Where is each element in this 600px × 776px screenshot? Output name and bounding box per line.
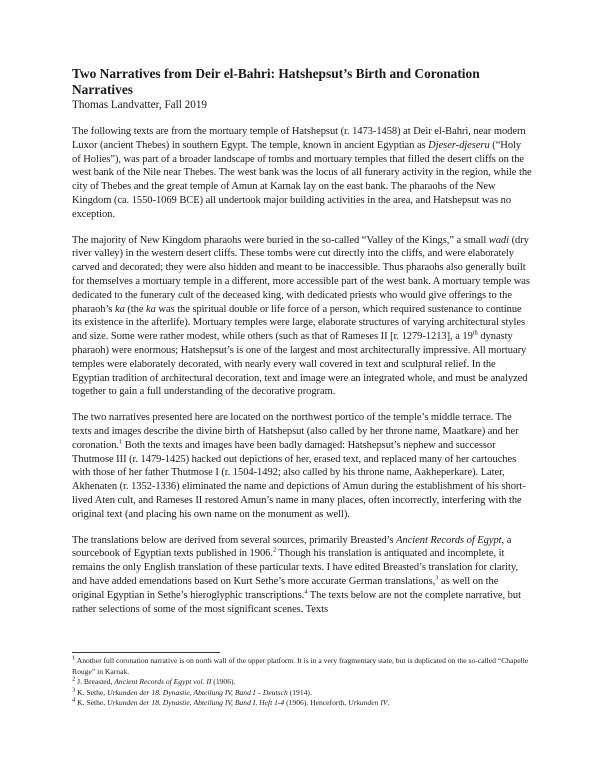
footnote-number: 4 xyxy=(72,696,76,704)
citation-title: Urkunden der 18. Dynastie, Abteilung IV, Band I, Heft 1-4 xyxy=(107,698,285,708)
author-line: Thomas Landvatter, Fall 2019 xyxy=(72,99,208,111)
footnote-ref[interactable]: 4 xyxy=(304,588,308,596)
text-run: The two narratives presented here are located on the northwest portico of the temple’s middle terrace. The texts and images describe the divine birth of Hatshepsut (also called by her throne name, Maatkare) and her coronation. xyxy=(72,412,519,451)
footnote-text: (1906). xyxy=(211,677,236,687)
text-run: The majority of New Kingdom pharaohs were buried in the so-called “Valley of the Kings,” a small xyxy=(72,234,489,246)
footnotes xyxy=(72,656,532,709)
citation-title: Urkunden IV xyxy=(348,698,388,708)
footnote-text: J. Breasted, xyxy=(75,677,115,687)
paragraph-translations xyxy=(72,534,532,617)
paragraph-narratives xyxy=(72,411,532,521)
paragraph-intro xyxy=(72,125,532,222)
footnote-ref[interactable]: 3 xyxy=(435,574,439,582)
footnote-number: 2 xyxy=(72,675,76,683)
citation-title: Urkunden der 18. Dynastie, Abteilung IV, Band I – Deutsch xyxy=(107,687,288,697)
italic-term: ka xyxy=(146,303,156,315)
italic-term: ka xyxy=(114,303,125,315)
footnote-text: Another full coronation narrative is on north wall of the upper platform. It is in a very fragmentary state, but is duplicated on the so-called “Chapelle Rouge” in Karnak. xyxy=(72,656,529,676)
text-run: , a sourcebook of Egyptian texts published in 1906. xyxy=(72,534,512,560)
footnote-ref[interactable]: 2 xyxy=(272,546,277,554)
footnote-4 xyxy=(72,698,532,709)
italic-term: wadi xyxy=(488,234,510,246)
text-run: Though his translation is antiquated and incomplete, it remains the only English translation of these particular texts. I have edited Breasted’s translation for clarity, and have added emendations based on Kurt Sethe’s more accurate German translations, xyxy=(72,548,518,587)
text-run: The texts below are not the complete narrative, but rather selections of some of the most significant scenes. Texts xyxy=(72,589,521,615)
footnote-text: . xyxy=(387,698,390,708)
text-run: dynasty pharaoh) were enormous; Hatshepsut’s is one of the largest and most architecturally impressive. All mortuary temples were elaborately decorated, with nearly every wall covered in text and sculptural relief. In the Egyptian tradition of architectural decoration, text and image were an integrated whole, and must be analyzed together to gain a full understanding of the decorative program. xyxy=(72,331,528,398)
italic-term: Ancient Records of Egypt xyxy=(396,534,502,546)
footnote-number: 1 xyxy=(72,654,76,662)
text-run: (the xyxy=(124,303,147,315)
document-title: Two Narratives from Deir el-Bahri: Hatshepsut’s Birth and Coronation Narratives xyxy=(72,66,480,97)
document-page xyxy=(72,66,532,616)
footnote-ref[interactable]: 1 xyxy=(118,438,123,446)
text-run: The translations below are derived from several sources, primarily Breasted’s xyxy=(72,534,397,546)
footnote-1 xyxy=(72,656,532,677)
text-run: Both the texts and images have been badly damaged: Hatshepsut’s nephew and successor Thutmose III (r. 1479-1425) hacked out depictions of her, erased text, and replaced many of her cartouches with those of her father Thutmose I (r. 1504-1492; also called by his throne name, Aakheperkare). Later, Akhenaten (r. 1352-1336) eliminated the name and depictions of Amun during the establishment of his short-lived Aten cult, and Rameses II restored Amun’s name in many places, often incorrectly, interfering with the original text (and placing his own name on the monument as well). xyxy=(72,439,526,520)
footnote-divider xyxy=(72,652,220,653)
ordinal-suffix: th xyxy=(472,329,478,337)
footnote-text: (1914). xyxy=(287,687,312,697)
footnote-text: (1906). Henceforth, xyxy=(284,698,349,708)
text-run: was the spiritual double or life force of a person, which required sustenance to continue its existence in the afterlife). Mortuary temples were large, elaborate structures of varying architectural styles and size. Some were rather modest, while others (such as that of Rameses II [r. 1279-1213], a 19 xyxy=(72,303,526,343)
footnote-text: K. Sethe, xyxy=(75,687,108,697)
citation-title: Ancient Records of Egypt vol. II xyxy=(114,677,212,687)
footnote-2 xyxy=(72,677,532,688)
text-run: The following texts are from the mortuary temple of Hatshepsut (r. 1473-1458) at Deir el-Bahri, near modern Luxor (ancient Thebes) in southern Egypt. The temple, known in ancient Egyptian as xyxy=(72,126,526,151)
footnote-number: 3 xyxy=(72,686,76,694)
footnote-3 xyxy=(72,688,532,699)
text-run: as well on the original Egyptian in Sethe’s hieroglyphic transcriptions. xyxy=(72,575,499,601)
paragraph-valley-of-kings xyxy=(72,234,532,400)
footnote-text: K. Sethe, xyxy=(75,698,108,708)
italic-term: Djeser-djeseru xyxy=(428,139,490,151)
text-run: (dry river valley) in the western desert cliffs. These tombs were cut directly into the cliffs, and were elaborately carved and decorated; they were also hidden and meant to be inaccessible. Thus pharaohs also generally built for themselves a mortuary temple in a different, more accessible part of the west bank. A mortuary temple was dedicated to the funerary cult of the deceased king, with dedicated priests who would give offerings to the pharaoh’s xyxy=(72,234,530,315)
text-run: (“Holy of Holies”), was part of a broader landscape of tombs and mortuary temples that filled the desert cliffs on the west bank of the Nile near Thebes. The west bank was the locus of all funerary activity in the region, while the city of Thebes and the great temple of Amun at Karnak lay on the east bank. The pharaohs of the New Kingdom (ca. 1550-1069 BCE) all undertook major building activities in the area, and Hatshepsut was no exception. xyxy=(72,139,532,220)
